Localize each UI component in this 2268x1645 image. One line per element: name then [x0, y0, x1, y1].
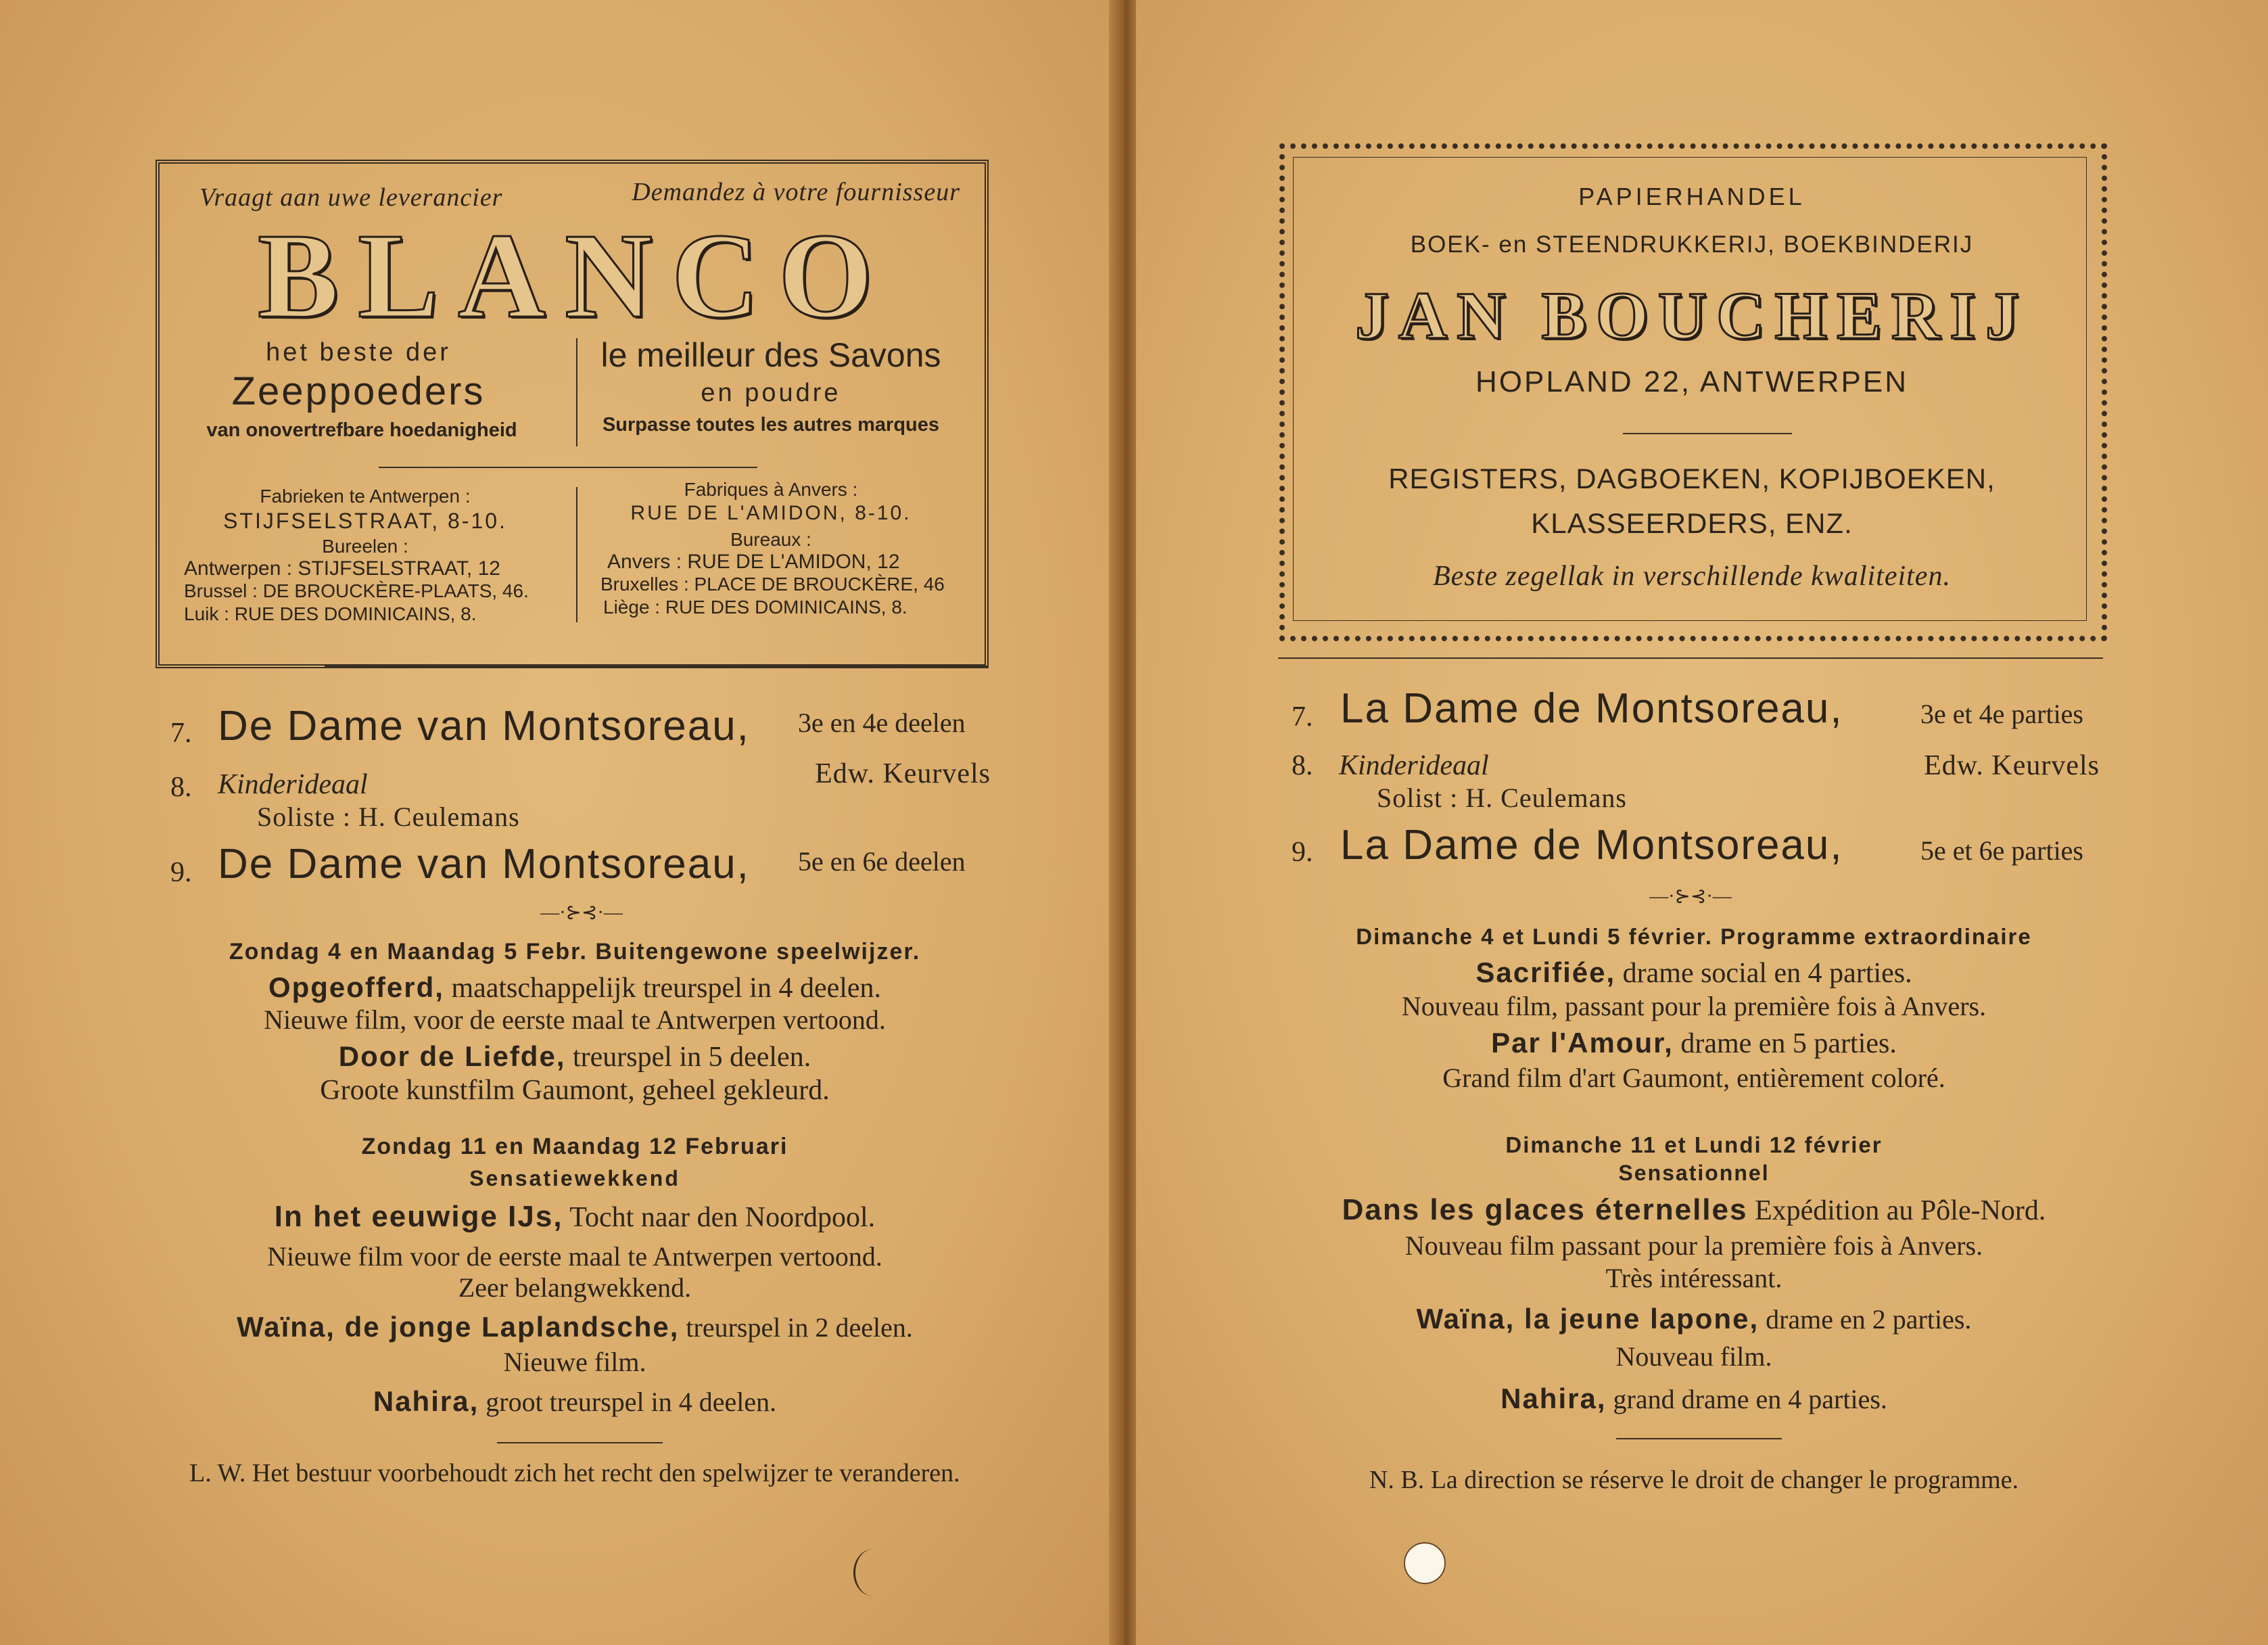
right-footnote: N. B. La direction se réserve le droit de changer le programme. [1369, 1466, 2019, 1494]
blanco-logo: BLANCO [257, 208, 893, 343]
left-footnote-rule [497, 1442, 663, 1443]
left-week1-film2-desc: treurspel in 5 deelen. [573, 1042, 811, 1073]
left-week2-subheader: Sensatiewekkend [469, 1166, 680, 1190]
right-ad-underline [1278, 657, 2103, 659]
right-week2-film2-note: Nouveau film. [1615, 1341, 1772, 1372]
right-week1-film2-title: Par l'Amour, [1491, 1027, 1674, 1059]
blanco-vertical-divider [576, 338, 577, 446]
left-footnote: L. W. Het bestuur voorbehoudt zich het recht den spelwijzer te veranderen. [189, 1459, 960, 1487]
blanco-nl-addr-2: Bureelen : [322, 536, 408, 557]
blanco-nl-addr-4: Brussel : DE BROUCKÈRE-PLAATS, 46. [184, 580, 529, 601]
blanco-nl-addr-3: Antwerpen : STIJFSELSTRAAT, 12 [184, 557, 500, 580]
left-item-9-subtitle: 5e en 6e deelen [798, 846, 966, 877]
boucherij-name: JAN BOUCHERIJ [1355, 278, 2029, 353]
boucherij-products2: KLASSEERDERS, ENZ. [1531, 507, 1853, 539]
right-week2-film2 [1258, 1303, 2130, 1335]
right-item-7-subtitle: 3e et 4e parties [1920, 699, 2083, 729]
left-item-9-title: De Dame van Montsoreau, [218, 841, 750, 887]
right-week2-film2-desc: drame en 2 parties. [1766, 1304, 1972, 1335]
boucherij-rule [1623, 433, 1792, 434]
left-week2-header: Zondag 11 en Maandag 12 Februari [361, 1134, 788, 1159]
left-week2-film1 [135, 1200, 1014, 1234]
right-item-9-title: La Dame de Montsoreau, [1340, 822, 1843, 868]
blanco-nl-addr-0: Fabrieken te Antwerpen : [260, 486, 471, 507]
left-week1-header: Zondag 4 en Maandag 5 Febr. Buitengewone speelwijzer. [229, 939, 921, 965]
left-item-9-number: 9. [170, 857, 192, 888]
left-week2-film2-desc: treurspel in 2 deelen. [686, 1312, 913, 1343]
right-week1-film2 [1258, 1027, 2130, 1060]
left-item-8-number: 8. [170, 772, 192, 803]
left-week1-film1 [135, 971, 1014, 1004]
boucherij-address: HOPLAND 22, ANTWERPEN [1475, 365, 1909, 398]
right-week1-film1 [1258, 956, 2130, 990]
right-week2-film1-desc: Expédition au Pôle-Nord. [1754, 1195, 2046, 1226]
blanco-nl-line1: het beste der [266, 338, 451, 367]
blanco-fr-addr-2: Bureaux : [730, 529, 811, 550]
blanco-fr-addr-0: Fabriques à Anvers : [684, 479, 858, 500]
left-week2-film1-desc: Tocht naar den Noordpool. [569, 1202, 876, 1233]
blanco-slogan-nl: Vraagt aan uwe leverancier [199, 183, 503, 212]
punch-hole [1404, 1542, 1446, 1584]
right-ornament-divider: —·⊱⊰·— [1649, 886, 1732, 907]
left-week2-film2-note: Nieuwe film. [503, 1347, 646, 1377]
boucherij-tagline: Beste zegellak in verschillende kwaliteiten. [1433, 561, 1951, 592]
left-week1-film1-desc: maatschappelijk treurspel in 4 deelen. [451, 973, 882, 1004]
blanco-fr-addr-4: Bruxelles : PLACE DE BROUCKÈRE, 46 [600, 574, 945, 595]
right-item-9-number: 9. [1292, 837, 1313, 868]
blanco-fr-line2: en poudre [701, 379, 841, 407]
blanco-nl-addr-5: Luik : RUE DES DOMINICAINS, 8. [184, 603, 477, 624]
blanco-nl-addr-1: STIJFSELSTRAAT, 8-10. [223, 509, 507, 533]
left-week2-film2 [135, 1311, 1014, 1343]
left-item-7-subtitle: 3e en 4e deelen [798, 708, 966, 738]
left-item-8-composer: Edw. Keurvels [815, 758, 991, 789]
right-item-9-subtitle: 5e et 6e parties [1920, 835, 2083, 866]
left-punch-mark [853, 1549, 893, 1596]
blanco-middle-rule [379, 467, 757, 468]
left-week2-film2-title: Waïna, de jonge Laplandsche, [237, 1311, 680, 1343]
right-item-7-title: La Dame de Montsoreau, [1340, 685, 1843, 732]
right-week1-film2-note: Grand film d'art Gaumont, entièrement coloré. [1442, 1063, 1945, 1093]
right-page [1136, 0, 2268, 1645]
blanco-fr-addr-3: Anvers : RUE DE L'AMIDON, 12 [607, 551, 900, 573]
right-week2-film1-note2: Très intéressant. [1605, 1263, 1782, 1293]
right-week1-header: Dimanche 4 et Lundi 5 février. Programme extraordinaire [1356, 924, 2032, 949]
boucherij-line2: BOEK- en STEENDRUKKERIJ, BOEKBINDERIJ [1410, 231, 1974, 258]
blanco-nl-line3: van onovertrefbare hoedanigheid [206, 419, 517, 441]
right-week1-film1-desc: drame social en 4 parties. [1622, 958, 1912, 989]
left-week2-film1-title: In het eeuwige IJs, [274, 1200, 563, 1233]
right-item-8-composer: Edw. Keurvels [1924, 750, 2100, 781]
left-item-8-title: Kinderideaal [218, 769, 368, 800]
right-week1-film1-title: Sacrifiée, [1475, 956, 1616, 988]
left-ornament-divider: —·⊱⊰·— [540, 902, 623, 923]
left-week2-film1-note1: Nieuwe film voor de eerste maal te Antwerpen vertoond. [267, 1241, 882, 1272]
right-week2-film3-title: Nahira, [1501, 1383, 1607, 1414]
blanco-nl-line2: Zeeppoeders [231, 369, 486, 413]
right-item-8-number: 8. [1292, 750, 1313, 781]
left-week2-film3-desc: groot treurspel in 4 deelen. [486, 1387, 777, 1417]
right-item-7-number: 7. [1292, 701, 1313, 733]
right-week2-film1 [1258, 1193, 2130, 1227]
left-week2-film3 [135, 1385, 1014, 1418]
left-item-8-soloist: Soliste : H. Ceulemans [257, 802, 520, 832]
blanco-slogan-fr: Demandez à votre fournisseur [632, 178, 960, 206]
blanco-fr-line3: Surpasse toutes les autres marques [602, 414, 940, 436]
right-week2-header: Dimanche 11 et Lundi 12 février [1505, 1132, 1883, 1157]
left-ad-underline [325, 666, 987, 667]
right-week1-film1-note: Nouveau film, passant pour la première fois à Anvers. [1401, 991, 1987, 1021]
left-week1-film1-title: Opgeofferd, [268, 971, 444, 1003]
right-week2-film2-title: Waïna, la jeune lapone, [1416, 1303, 1759, 1335]
left-week1-film1-note: Nieuwe film, voor de eerste maal te Antwerpen vertoond. [264, 1004, 886, 1035]
blanco-addr-divider [576, 487, 577, 622]
left-item-7-number: 7. [170, 718, 192, 749]
right-item-8-soloist: Solist : H. Ceulemans [1377, 783, 1627, 813]
left-page [0, 0, 1114, 1645]
left-week2-film3-title: Nahira, [373, 1385, 479, 1417]
boucherij-line1: PAPIERHANDEL [1578, 183, 1805, 210]
right-week2-film1-title: Dans les glaces éternelles [1342, 1193, 1748, 1226]
blanco-fr-addr-1: RUE DE L'AMIDON, 8-10. [630, 502, 912, 524]
left-week1-film2-title: Door de Liefde, [338, 1040, 566, 1072]
right-week2-film1-note1: Nouveau film passant pour la première fois à Anvers. [1404, 1230, 1983, 1261]
right-week2-film3-desc: grand drame en 4 parties. [1613, 1384, 1887, 1414]
blanco-fr-line1: le meilleur des Savons [600, 336, 941, 374]
right-footnote-rule [1616, 1438, 1782, 1439]
left-week1-film2-note: Groote kunstfilm Gaumont, geheel gekleurd. [320, 1075, 830, 1106]
left-week2-film1-note2: Zeer belangwekkend. [458, 1272, 692, 1303]
right-week1-film2-desc: drame en 5 parties. [1680, 1028, 1897, 1059]
right-week2-subheader: Sensationnel [1618, 1161, 1770, 1185]
right-week2-film3 [1258, 1383, 2130, 1415]
blanco-fr-addr-5: Liège : RUE DES DOMINICAINS, 8. [603, 597, 907, 618]
left-week1-film2 [135, 1040, 1014, 1073]
left-item-7-title: De Dame van Montsoreau, [218, 703, 750, 749]
right-item-8-title: Kinderideaal [1339, 750, 1489, 781]
boucherij-products1: REGISTERS, DAGBOEKEN, KOPIJBOEKEN, [1388, 463, 1995, 494]
